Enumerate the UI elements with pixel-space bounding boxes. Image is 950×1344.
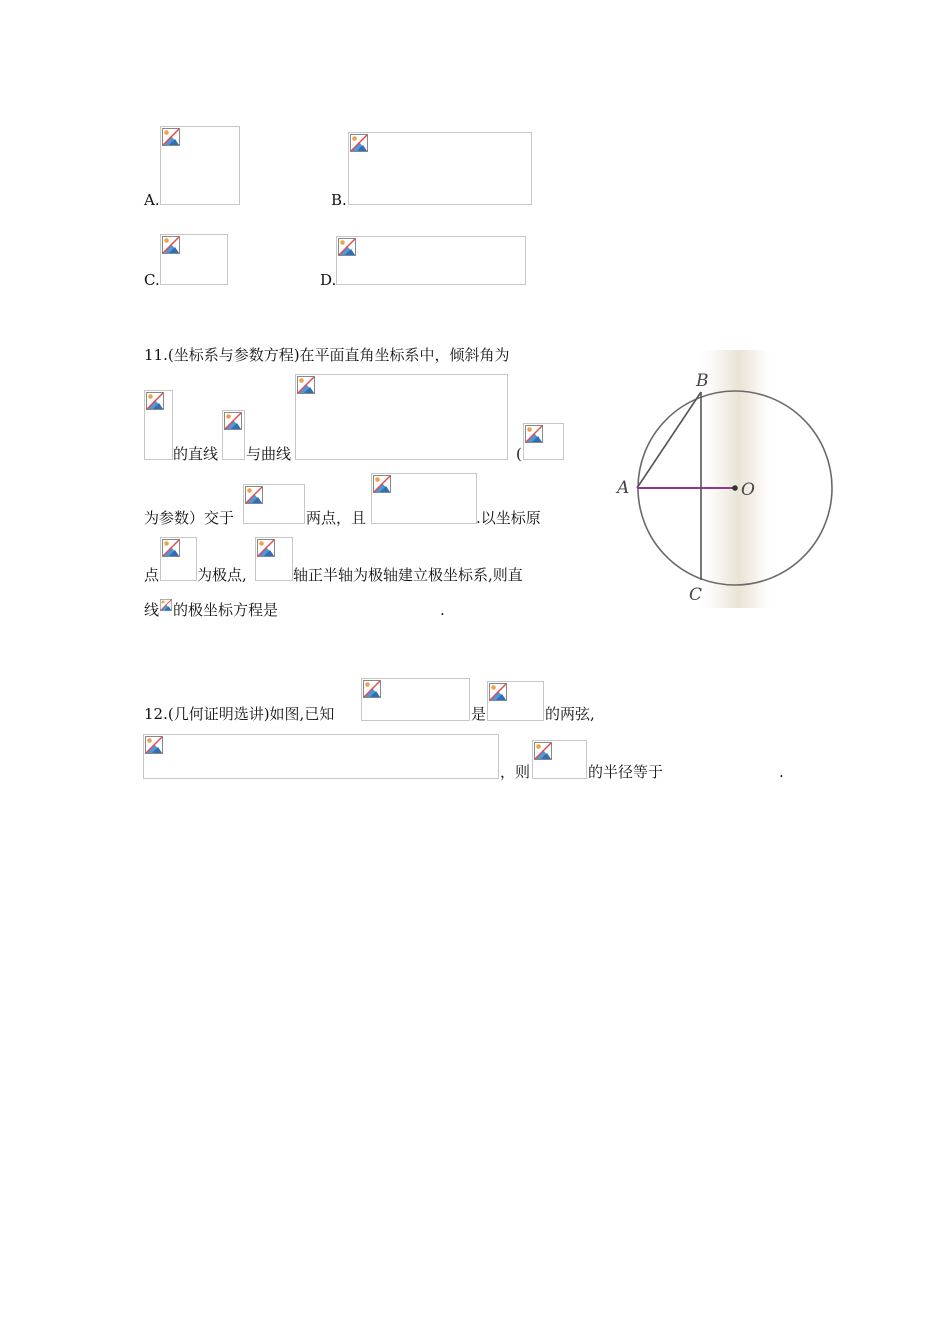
q12-formula-o: [532, 740, 587, 779]
q11-text: 线: [144, 601, 160, 619]
q12-formula-ab: [361, 678, 470, 721]
center-point: [732, 485, 738, 491]
broken-image-icon: [146, 392, 164, 410]
circle-figure: [615, 350, 840, 608]
option-a-label: A.: [144, 191, 160, 209]
broken-image-icon: [525, 425, 543, 443]
broken-image-icon: [363, 680, 381, 698]
label-c: C: [689, 585, 703, 605]
q11-formula-x: [255, 537, 293, 581]
q11-text: 轴正半轴为极轴建立极坐标系,则直: [293, 566, 523, 584]
q11-line1: 11.(坐标系与参数方程)在平面直角坐标系中，倾斜角为: [144, 346, 510, 364]
option-c-label: C.: [144, 271, 160, 289]
q11-formula-l: [222, 410, 245, 460]
broken-image-icon: [160, 596, 172, 614]
broken-image-icon: [162, 539, 180, 557]
q11-text: 与曲线: [246, 445, 292, 463]
q11-text: 的直线: [173, 445, 219, 463]
q11-formula-param: [523, 423, 564, 460]
broken-image-icon: [257, 539, 275, 557]
option-c-image: [160, 234, 228, 285]
option-d-image: [336, 236, 526, 285]
q11-formula-condition: [371, 473, 477, 524]
q12-text: ，则: [500, 763, 531, 781]
q12-formula-circle: [487, 681, 544, 721]
broken-image-icon: [245, 486, 263, 504]
q12-answer-period: .: [779, 763, 784, 781]
option-d-label: D.: [320, 271, 337, 289]
q11-answer-period: .: [440, 601, 445, 619]
q11-formula-l2: [160, 596, 173, 618]
option-b-image: [348, 132, 532, 205]
q12-text: 是: [471, 705, 487, 723]
q11-text: 的极坐标方程是: [173, 601, 279, 619]
broken-image-icon: [373, 475, 391, 493]
broken-image-icon: [489, 683, 507, 701]
label-o: O: [741, 480, 755, 500]
q11-text: 点: [144, 566, 160, 584]
q11-formula-curve: [295, 374, 508, 460]
label-b: B: [696, 371, 709, 391]
q11-text: 为参数）交于: [144, 509, 235, 527]
broken-image-icon: [338, 238, 356, 256]
q11-formula-points: [243, 484, 305, 524]
broken-image-icon: [162, 236, 180, 254]
broken-image-icon: [224, 412, 242, 430]
broken-image-icon: [350, 134, 368, 152]
q11-text: 为极点,: [197, 566, 247, 584]
q12-text: 12.(几何证明选讲)如图,已知: [144, 705, 335, 723]
q11-text: 两点，且: [306, 509, 367, 527]
broken-image-icon: [297, 376, 315, 394]
q11-formula-angle: [144, 390, 173, 460]
q11-text: .以坐标原: [476, 509, 541, 527]
label-a: A: [617, 478, 630, 498]
q11-formula-origin: [160, 537, 197, 581]
q12-text: 的半径等于: [588, 763, 664, 781]
broken-image-icon: [162, 128, 180, 146]
option-b-label: B.: [331, 191, 347, 209]
broken-image-icon: [534, 742, 552, 760]
q12-text: 的两弦,: [545, 705, 595, 723]
option-a-image: [160, 126, 240, 205]
q12-formula-condition: [143, 734, 499, 779]
chord-ab: [637, 392, 701, 488]
broken-image-icon: [145, 736, 163, 754]
q11-text: (: [516, 445, 522, 463]
